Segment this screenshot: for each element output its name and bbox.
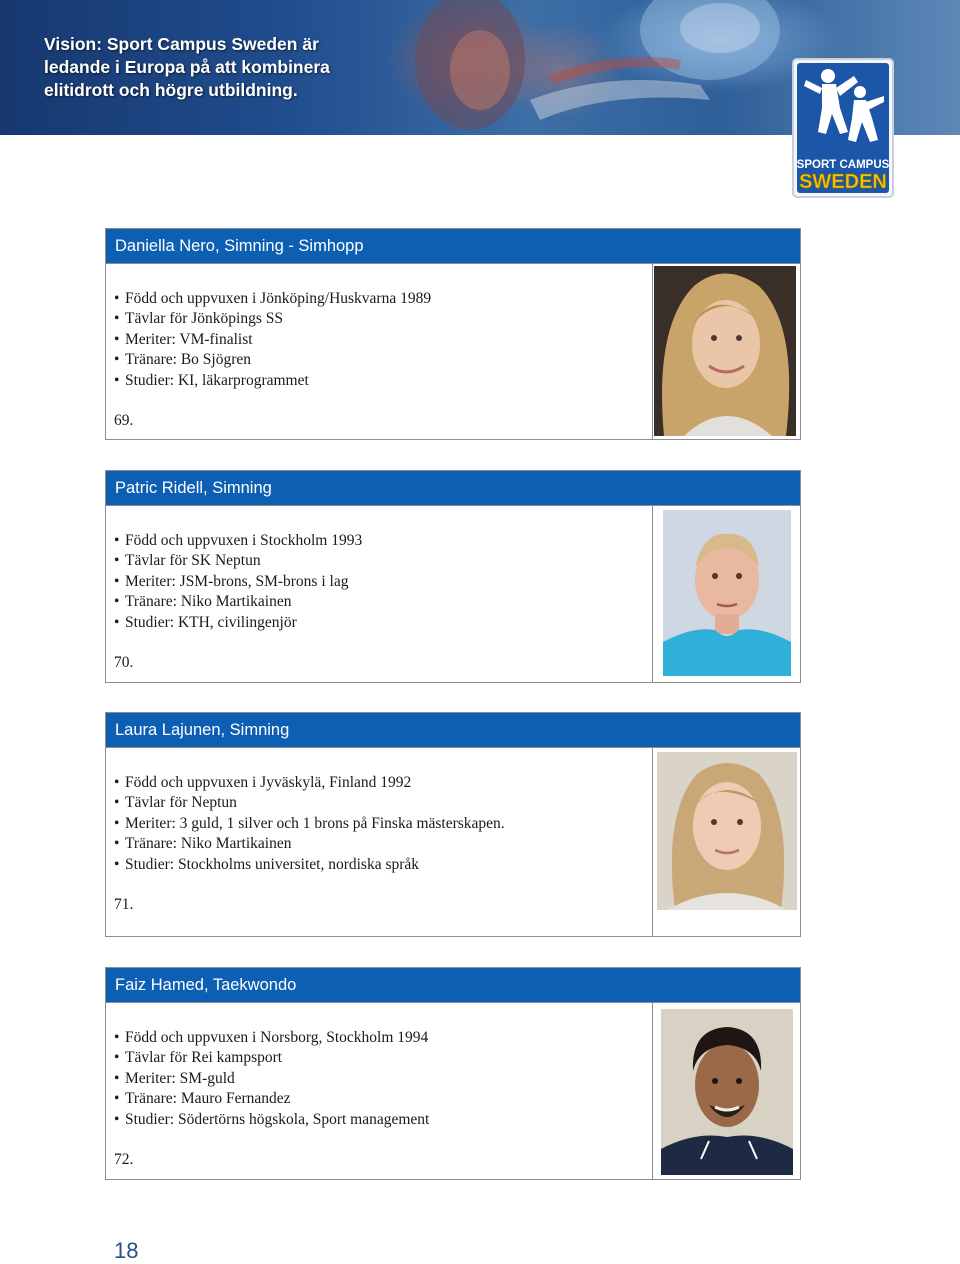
profile-title: Laura Lajunen, Simning	[106, 713, 800, 748]
detail-item: • Studier: Stockholms universitet, nordiska språk	[114, 855, 420, 873]
sport-campus-sweden-logo	[792, 58, 894, 198]
detail-item: • Tävlar för Jönköpings SS	[114, 310, 284, 328]
profile-photo	[663, 510, 791, 676]
vision-line: elitidrott och högre utbildning.	[44, 80, 298, 100]
profile-photo	[654, 266, 796, 436]
profile-title: Faiz Hamed, Taekwondo	[106, 968, 800, 1003]
detail-item: • Meriter: JSM-brons, SM-brons i lag	[114, 572, 349, 590]
detail-item: • Tävlar för SK Neptun	[114, 552, 261, 570]
detail-item: • Studier: KTH, civilingenjör	[114, 613, 297, 631]
detail-item: • Född och uppvuxen i Stockholm 1993	[114, 532, 363, 549]
profile-details	[114, 531, 644, 633]
profile-card	[105, 967, 801, 1180]
profile-card	[105, 470, 801, 683]
profile-details	[114, 773, 644, 875]
detail-item: • Tränare: Mauro Fernandez	[114, 1090, 291, 1108]
profile-number: 69.	[114, 412, 134, 429]
detail-item: • Tränare: Niko Martikainen	[114, 593, 292, 611]
detail-item: • Meriter: VM-finalist	[114, 330, 253, 348]
photo-cell	[652, 506, 801, 683]
vision-line: ledande i Europa på att kombinera	[44, 57, 330, 77]
profile-number: 72.	[114, 1151, 134, 1168]
detail-item: • Född och uppvuxen i Norsborg, Stockholm 1994	[114, 1029, 429, 1046]
detail-item: • Tävlar för Neptun	[114, 794, 237, 812]
profile-title: Daniella Nero, Simning - Simhopp	[106, 229, 800, 264]
profile-title: Patric Ridell, Simning	[106, 471, 800, 506]
profile-number: 71.	[114, 896, 134, 913]
detail-item: • Tränare: Bo Sjögren	[114, 351, 251, 369]
photo-cell	[652, 748, 801, 937]
profile-card	[105, 712, 801, 937]
profile-photo	[661, 1009, 793, 1175]
profile-card	[105, 228, 801, 440]
profile-photo	[657, 752, 797, 910]
detail-item: • Meriter: SM-guld	[114, 1069, 235, 1087]
detail-item: • Tränare: Niko Martikainen	[114, 835, 292, 853]
detail-item: • Studier: KI, läkarprogrammet	[114, 371, 309, 389]
page-number: 18	[114, 1238, 139, 1263]
detail-item: • Meriter: 3 guld, 1 silver och 1 brons på Finska mästerskapen.	[114, 814, 505, 832]
profile-details	[114, 289, 644, 391]
profile-details	[114, 1028, 644, 1130]
logo-text-top: SPORT CAMPUS	[796, 159, 890, 171]
profile-number: 70.	[114, 654, 134, 671]
detail-item: • Född och uppvuxen i Jönköping/Huskvarna 1989	[114, 290, 432, 307]
photo-cell	[652, 1003, 801, 1180]
logo-text-bottom: SWEDEN	[799, 171, 887, 193]
vision-line: Vision: Sport Campus Sweden är	[44, 34, 319, 54]
vision-statement	[44, 33, 330, 102]
detail-item: • Född och uppvuxen i Jyväskylä, Finland 1992	[114, 774, 412, 791]
detail-item: • Tävlar för Rei kampsport	[114, 1049, 283, 1067]
photo-cell	[652, 264, 801, 440]
detail-item: • Studier: Södertörns högskola, Sport management	[114, 1110, 430, 1128]
athletes-photo-collage	[380, 0, 800, 135]
